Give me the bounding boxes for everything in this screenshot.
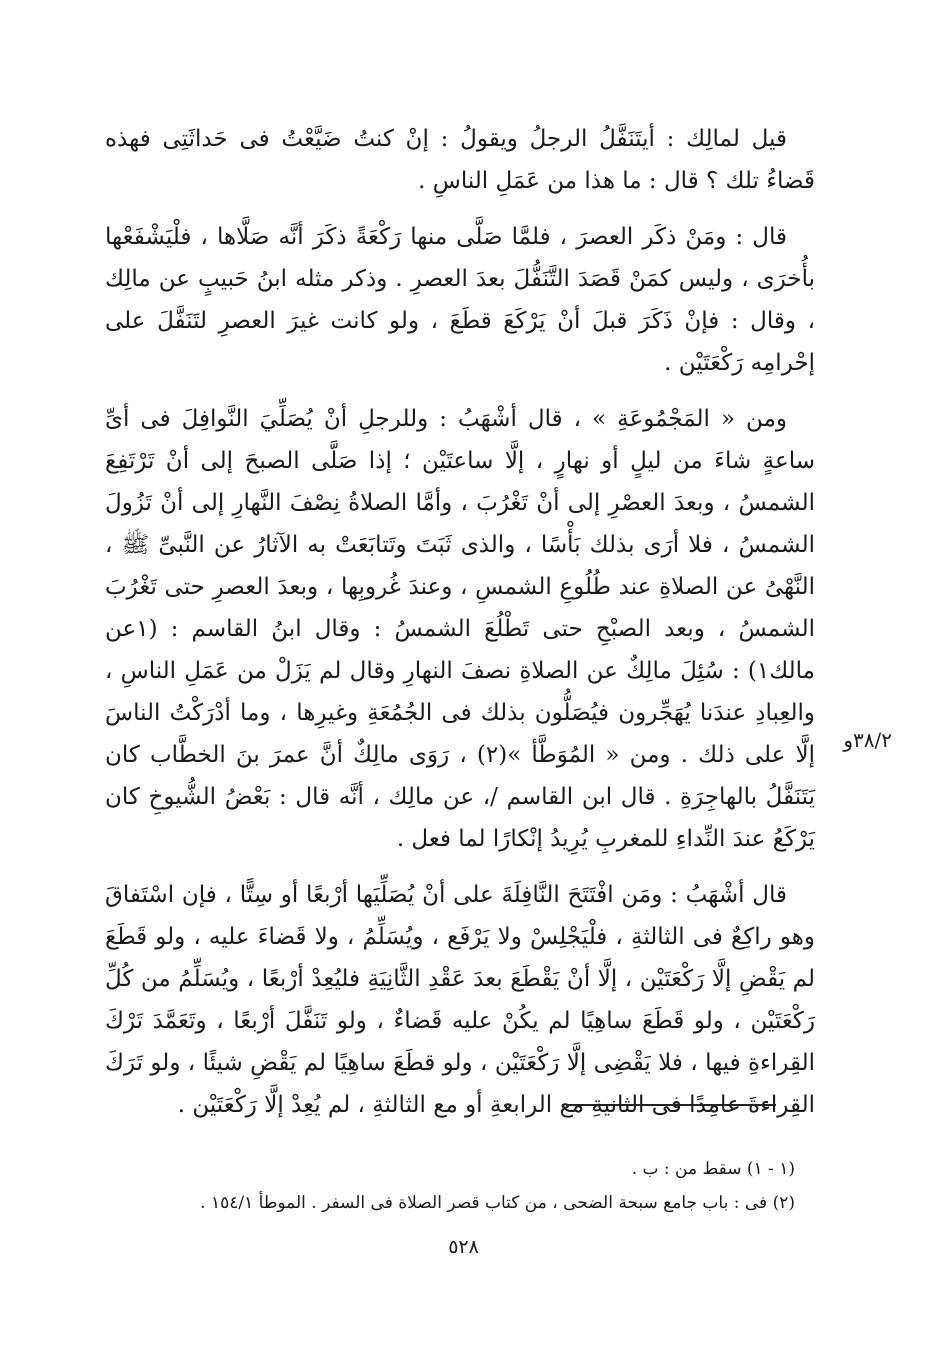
- page-number: ٥٢٨: [448, 1236, 479, 1258]
- paragraph-4: قال أشْهَبُ : ومَن افْتَتَحَ النَّافِلَةَ على أنْ يُصَلِّيَها أرْبعًا أو سِتًّا ، فإن اسْتَفاقَ وهو راكِعٌ فى الثالثةِ ، فلْيَجْلِسْ ولا يَرْفَع ، ويُسَلِّمُ ، ولا قَضاءَ عليه ، ولو قَطَعَ لم يَقْضِ إلَّا رَكْعَتَيْن ، إلَّا أنْ يَقْطَعَ بعدَ عَقْدِ الثَّانِيَةِ فليُعِدْ أرْبعًا ، ويُسَلِّمُ من كُلِّ رَكْعَتَيْن ، ولو قَطَعَ ساهِيًا لم يكُنْ عليه قَضاءٌ ، ولو تَنَفَّلَ أرْبعًا ، وتَعَمَّدَ تَرْكَ القِراءةِ فيها ، فلا يَقْضِى إلَّا رَكْعَتَيْن ، ولو قطَعَ ساهِيًا لم يَقْضِ شيئًا ، ولو تَرَكَ القِراءةَ عامِدًا فى الثانيةِ مع الرابعةِ أو مع الثالثةِ ، لم يُعِدْ إلَّا رَكْعَتَيْن .: [105, 882, 815, 1118]
- paragraph-1: قيل لمالِك : أيتَنَفَّلُ الرجلُ ويقولُ : إنْ كنتُ ضَيَّعْتُ فى حَداثَتِى فهذه قَضاءُ تلك ؟ قال : ما هذا من عَمَلِ الناسِ .: [105, 126, 815, 194]
- paragraph-3: ومن « المَجْمُوعَةِ » ، قال أشْهَبُ : وللرجلِ أنْ يُصَلِّيَ النَّوافِلَ فى أىِّ ساعةٍ شاءَ من ليلٍ أو نهارٍ ، إلَّا ساعتَيْن ؛ إذا صَلَّى الصبحَ إلى أنْ تَرْتَفِعَ الشمسُ ، وبعدَ العصْرِ إلى أنْ تَغْرُبَ ، وأمَّا الصلاةُ نِصْفَ النَّهارِ إلى أنْ تَزُولَ الشمسُ ، فلا أرَى بذلك بَأْسًا ، والذى ثَبَتَ وتَتابَعَتْ به الآثارُ عن النَّبىِّ ﷺ ، النَّهْىُ عن الصلاةِ عند طُلُوعِ الشمسِ ، وعندَ غُروبِها ، وبعدَ العصرِ حتى تَغْرُبَ الشمسُ ، وبعد الصبْحِ حتى تَطْلُعَ الشمسُ : وقال ابنُ القاسم : (١عن مالك١) : سُئِلَ مالِكٌ عن الصلاةِ نصفَ النهارِ وقال لم يَزَلْ من عَمَلِ الناسِ ، والعِبادِ عندَنا يُهَجِّرون فيُصَلُّون بذلك فى الجُمُعَةِ وغيرِها ، وما أدْرَكْتُ الناسَ إلَّا على ذلك . ومن « المُوَطَّأ »(٢) ، رَوَى مالِكٌ أنَّ عمرَ بنَ الخطَّاب كان يَتَنَفَّلُ بالهاجِرَةِ . قال ابن القاسم /، عن مالِك ، أنَّه قال : بَعْضُ الشُّيوخِ كان يَرْكَعُ عندَ النِّداءِ للمغربِ يُرِيدُ إنْكارًا لما فعل .: [105, 406, 815, 852]
- footnote-divider: [568, 1104, 776, 1106]
- manuscript-folio-marker: ٣٨/٢و: [843, 728, 892, 752]
- footnote-2: (٢) فى : باب جامع سبحة الضحى ، من كتاب قصر الصلاة فى السفر . الموطأ ١٥٤/١ .: [200, 1193, 795, 1213]
- main-text: [105, 118, 815, 1140]
- paragraph-2: قال : ومَنْ ذكَر العصرَ ، فلمَّا صَلَّى منها رَكْعَةً ذكَرَ أنَّه صَلَّاها ، فلْيَشْفَعْها بأُخرَى ، وليس كمَنْ قَصَدَ التَّنَفُّلَ بعدَ العصرِ . وذكر مثله ابنُ حَبيبٍ عن مالِك ، وقال : فإنْ ذَكَرَ قبلَ أنْ يَرْكَعَ قطَعَ ، ولو كانت غيرَ العصرِ لتَنَفَّلَ على إحْرامِه رَكْعَتَيْن .: [105, 224, 815, 376]
- footnote-1: (١ - ١) سقط من : ب .: [631, 1159, 795, 1179]
- footnotes: [105, 1152, 795, 1220]
